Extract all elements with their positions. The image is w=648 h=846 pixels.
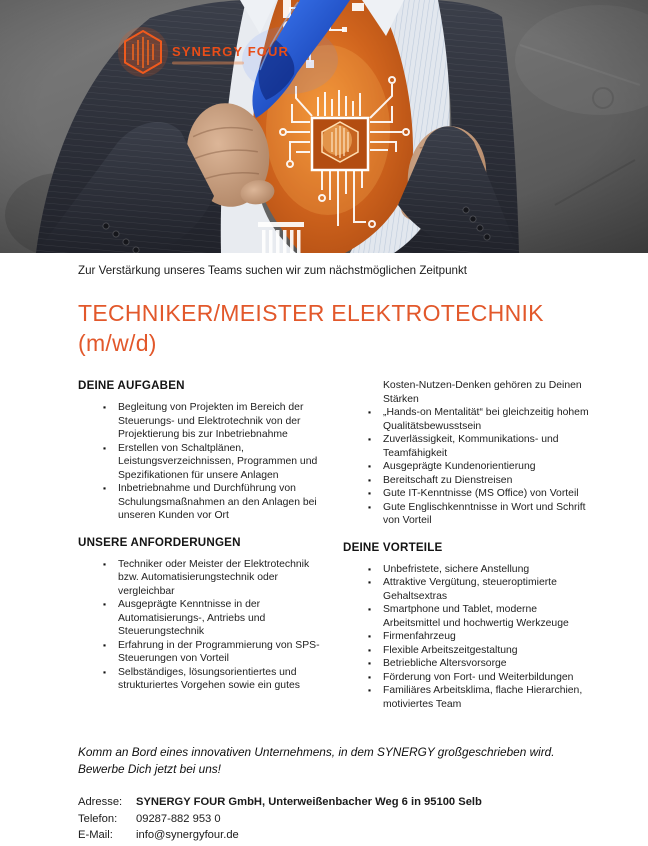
section-vorteile (343, 541, 595, 712)
logo-tagline (172, 62, 244, 65)
list-item: ▪ Betriebliche Altersvorsorge (383, 657, 595, 671)
list-item: ▪ Gute Englischkenntnisse in Wort und Schrift von Vorteil (383, 501, 595, 528)
phone-value: 09287-882 953 0 (136, 812, 221, 825)
list-item: ▪ Ausgeprägte Kenntnisse in der Automatisierungs-, Antriebs und Steuerungstechnik (118, 598, 330, 639)
list-item: ▪ Familiäres Arbeitsklima, flache Hierarchien, motiviertes Team (383, 684, 595, 711)
column-left (78, 379, 330, 706)
hero-photo (0, 0, 648, 253)
list-item: ▪ Förderung von Fort- und Weiterbildungen (383, 671, 595, 685)
email-label: E-Mail: (78, 829, 113, 841)
column-right (343, 379, 595, 724)
section-anforderungen (78, 536, 330, 693)
section-heading-anforderungen: UNSERE ANFORDERUNGEN (78, 535, 241, 549)
list-item: ▪ Smartphone und Tablet, moderne Arbeitsmittel und hochwertig Werkzeuge (383, 603, 595, 630)
list-item: ▪ Firmenfahrzeug (383, 630, 595, 644)
two-column-layout (78, 379, 600, 724)
contact-block (78, 794, 600, 844)
list-item: ▪ Erstellen von Schaltplänen, Leistungsverzeichnissen, Programmen und Spezifikationen für unsere Anlagen (118, 442, 330, 483)
list-item: ▪ Attraktive Vergütung, steueroptimierte Gehaltsextras (383, 576, 595, 603)
list-item: ▪ Gute IT-Kenntnisse (MS Office) von Vorteil (383, 487, 595, 501)
closing-text (78, 744, 600, 777)
bullet-list-anforderungen-right (343, 406, 595, 528)
list-item: ▪ Flexible Arbeitszeitgestaltung (383, 644, 595, 658)
list-item: ▪ Unbefristete, sichere Anstellung (383, 563, 595, 577)
document-body (0, 263, 648, 844)
logo-text: SYNERGY FOUR (172, 44, 289, 59)
section-anforderungen-continued (343, 379, 595, 528)
contact-address-row (78, 794, 600, 811)
list-item: ▪ Bereitschaft zu Dienstreisen (383, 474, 595, 488)
section-aufgaben (78, 379, 330, 523)
address-value: SYNERGY FOUR GmbH, Unterweißenbacher Weg 6 in 95100 Selb (136, 796, 482, 808)
page-title (78, 298, 600, 358)
page-title-line1: TECHNIKER/MEISTER ELEKTROTECHNIK (78, 300, 544, 326)
contact-phone-row (78, 811, 600, 828)
cpu-chip-icon (312, 118, 368, 170)
list-item: ▪ Erfahrung in der Programmierung von SPS-Steuerungen von Vorteil (118, 639, 330, 666)
bullet-list-aufgaben (78, 401, 330, 523)
intro-text: Zur Verstärkung unseres Teams suchen wir zum nächstmöglichen Zeitpunkt (78, 264, 468, 277)
list-item: ▪ Begleitung von Projekten im Bereich der Steuerungs- und Elektrotechnik von der Projektierung bis zur Inbetriebnahme (118, 401, 330, 442)
bullet-list-anforderungen-left (78, 558, 330, 693)
list-item: ▪ Inbetriebnahme und Durchführung von Schulungsmaßnahmen an den Anlagen bei unseren Kunden vor Ort (118, 482, 330, 523)
list-item: ▪ Zuverlässigkeit, Kommunikations- und Teamfähigkeit (383, 433, 595, 460)
closing-line2: Bewerbe Dich jetzt bei uns! (78, 761, 221, 776)
section-heading-vorteile: DEINE VORTEILE (343, 540, 443, 554)
page-title-line2: (m/w/d) (78, 330, 157, 356)
list-item: ▪ Ausgeprägte Kundenorientierung (383, 460, 595, 474)
list-item: ▪ Selbständiges, lösungsorientiertes und strukturiertes Vorgehen sowie ein gutes (118, 666, 330, 693)
email-value: info@synergyfour.de (136, 829, 239, 841)
logo-cube-icon (118, 27, 168, 77)
hero-illustration (0, 0, 648, 253)
contact-email-row (78, 827, 600, 844)
list-continuation-text: Kosten-Nutzen-Denken gehören zu Deinen Stärken (383, 380, 582, 405)
section-heading-aufgaben: DEINE AUFGABEN (78, 379, 185, 392)
phone-label: Telefon: (78, 812, 118, 825)
bullet-list-vorteile (343, 563, 595, 712)
closing-line1: Komm an Bord eines innovativen Unternehmens, in dem SYNERGY großgeschrieben wird. (78, 745, 555, 759)
address-label: Adresse: (78, 796, 123, 808)
list-item: ▪ Techniker oder Meister der Elektrotechnik bzw. Automatisierungstechnik oder vergleichbar (118, 558, 330, 599)
list-item: ▪ „Hands-on Mentalität“ bei gleichzeitig hohem Qualitätsbewusstsein (383, 406, 595, 433)
